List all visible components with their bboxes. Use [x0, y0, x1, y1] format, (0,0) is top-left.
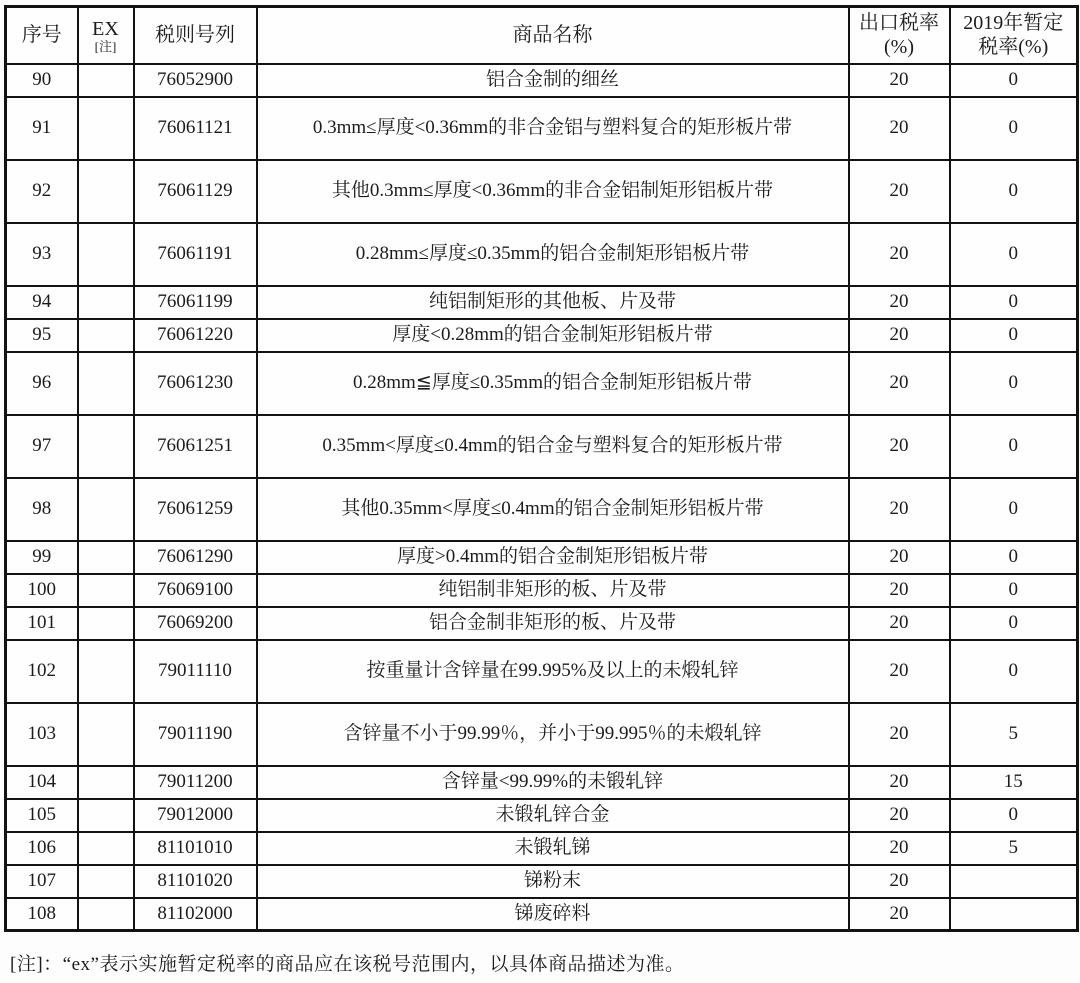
- row-name: 铝合金制非矩形的板、片及带: [257, 607, 849, 640]
- row-code: 79012000: [134, 799, 257, 832]
- row-serial: 97: [6, 415, 78, 478]
- table-row: [6, 574, 1078, 607]
- row-name: 铝合金制的细丝: [257, 64, 849, 97]
- row-export-rate: 20: [849, 415, 950, 478]
- row-serial: 105: [6, 799, 78, 832]
- header-serial: 序号: [6, 7, 78, 64]
- footnote: [注]：“ex”表示实施暂定税率的商品应在该税号范围内，以具体商品描述为准。: [10, 954, 685, 975]
- table-row: [6, 160, 1078, 223]
- table-row: [6, 865, 1078, 898]
- table-row: [6, 703, 1078, 766]
- row-ex: [78, 607, 134, 640]
- row-export-rate: 20: [849, 574, 950, 607]
- row-name: 0.28mm≦厚度≤0.35mm的铝合金制矩形铝板片带: [257, 352, 849, 415]
- row-name: 含锌量不小于99.99％，并小于99.995％的未煅轧锌: [257, 703, 849, 766]
- row-serial: 91: [6, 97, 78, 160]
- row-ex: [78, 541, 134, 574]
- header-export-rate: [849, 7, 950, 64]
- row-ex: [78, 799, 134, 832]
- row-name: 0.35mm<厚度≤0.4mm的铝合金与塑料复合的矩形板片带: [257, 415, 849, 478]
- row-provisional-rate: 0: [950, 352, 1078, 415]
- row-provisional-rate: 0: [950, 286, 1078, 319]
- row-ex: [78, 640, 134, 703]
- row-serial: 90: [6, 64, 78, 97]
- header-provisional-rate: [950, 7, 1078, 64]
- table-row: [6, 898, 1078, 931]
- row-code: 76069200: [134, 607, 257, 640]
- row-ex: [78, 898, 134, 931]
- tariff-table-head: [6, 7, 1078, 64]
- row-name: 未锻轧锑: [257, 832, 849, 865]
- row-serial: 99: [6, 541, 78, 574]
- row-provisional-rate: [950, 898, 1078, 931]
- row-export-rate: 20: [849, 286, 950, 319]
- row-ex: [78, 415, 134, 478]
- row-code: 76061259: [134, 478, 257, 541]
- row-provisional-rate: 0: [950, 160, 1078, 223]
- table-row: [6, 607, 1078, 640]
- row-export-rate: 20: [849, 640, 950, 703]
- table-row: [6, 415, 1078, 478]
- row-ex: [78, 574, 134, 607]
- row-ex: [78, 97, 134, 160]
- table-row: [6, 640, 1078, 703]
- row-export-rate: 20: [849, 766, 950, 799]
- row-serial: 96: [6, 352, 78, 415]
- row-ex: [78, 223, 134, 286]
- table-row: [6, 799, 1078, 832]
- row-export-rate: 20: [849, 478, 950, 541]
- row-name: 锑粉末: [257, 865, 849, 898]
- row-provisional-rate: 0: [950, 64, 1078, 97]
- row-code: 76061129: [134, 160, 257, 223]
- table-row: [6, 97, 1078, 160]
- row-export-rate: 20: [849, 799, 950, 832]
- header-ex-label: EX: [92, 18, 119, 41]
- row-name: 按重量计含锌量在99.995%及以上的未煅轧锌: [257, 640, 849, 703]
- row-name: 其他0.3mm≤厚度<0.36mm的非合金铝制矩形铝板片带: [257, 160, 849, 223]
- row-ex: [78, 64, 134, 97]
- row-provisional-rate: 0: [950, 478, 1078, 541]
- row-ex: [78, 160, 134, 223]
- row-export-rate: 20: [849, 352, 950, 415]
- row-ex: [78, 286, 134, 319]
- row-export-rate: 20: [849, 223, 950, 286]
- row-provisional-rate: 0: [950, 319, 1078, 352]
- row-serial: 94: [6, 286, 78, 319]
- row-name: 纯铝制矩形的其他板、片及带: [257, 286, 849, 319]
- row-provisional-rate: 0: [950, 640, 1078, 703]
- table-row: [6, 478, 1078, 541]
- table-row: [6, 832, 1078, 865]
- table-row: [6, 223, 1078, 286]
- table-row: [6, 352, 1078, 415]
- header-row: [6, 7, 1078, 64]
- row-code: 81102000: [134, 898, 257, 931]
- row-export-rate: 20: [849, 703, 950, 766]
- row-name: 0.28mm≤厚度≤0.35mm的铝合金制矩形铝板片带: [257, 223, 849, 286]
- row-name: 含锌量<99.99%的未锻轧锌: [257, 766, 849, 799]
- row-code: 76061220: [134, 319, 257, 352]
- header-provisional-rate-line2: 税率(%): [978, 36, 1049, 59]
- row-code: 76061230: [134, 352, 257, 415]
- row-export-rate: 20: [849, 160, 950, 223]
- row-code: 81101010: [134, 832, 257, 865]
- row-export-rate: 20: [849, 319, 950, 352]
- tariff-table: [4, 5, 1079, 932]
- row-provisional-rate: 5: [950, 832, 1078, 865]
- header-export-rate-line1: 出口税率: [859, 12, 939, 35]
- row-name: 厚度<0.28mm的铝合金制矩形铝板片带: [257, 319, 849, 352]
- row-export-rate: 20: [849, 898, 950, 931]
- row-name: 纯铝制非矩形的板、片及带: [257, 574, 849, 607]
- row-provisional-rate: 0: [950, 97, 1078, 160]
- row-ex: [78, 319, 134, 352]
- header-export-rate-line2: (%): [884, 36, 914, 59]
- row-ex: [78, 865, 134, 898]
- row-serial: 108: [6, 898, 78, 931]
- row-name: 未锻轧锌合金: [257, 799, 849, 832]
- row-code: 76052900: [134, 64, 257, 97]
- row-export-rate: 20: [849, 541, 950, 574]
- row-provisional-rate: 15: [950, 766, 1078, 799]
- table-row: [6, 64, 1078, 97]
- row-ex: [78, 832, 134, 865]
- row-serial: 92: [6, 160, 78, 223]
- row-serial: 98: [6, 478, 78, 541]
- row-provisional-rate: [950, 865, 1078, 898]
- table-row: [6, 541, 1078, 574]
- row-code: 76061121: [134, 97, 257, 160]
- row-provisional-rate: 0: [950, 607, 1078, 640]
- row-serial: 95: [6, 319, 78, 352]
- row-name: 其他0.35mm<厚度≤0.4mm的铝合金制矩形铝板片带: [257, 478, 849, 541]
- row-provisional-rate: 0: [950, 799, 1078, 832]
- table-row: [6, 319, 1078, 352]
- row-serial: 104: [6, 766, 78, 799]
- row-serial: 101: [6, 607, 78, 640]
- row-serial: 107: [6, 865, 78, 898]
- header-ex-note: [注]: [94, 39, 117, 55]
- row-name: 0.3mm≤厚度<0.36mm的非合金铝与塑料复合的矩形板片带: [257, 97, 849, 160]
- tariff-table-body: [6, 64, 1078, 931]
- row-serial: 106: [6, 832, 78, 865]
- row-export-rate: 20: [849, 607, 950, 640]
- header-provisional-rate-line1: 2019年暂定: [963, 12, 1064, 35]
- row-export-rate: 20: [849, 64, 950, 97]
- row-provisional-rate: 0: [950, 574, 1078, 607]
- row-export-rate: 20: [849, 865, 950, 898]
- row-code: 76061199: [134, 286, 257, 319]
- row-code: 79011110: [134, 640, 257, 703]
- row-code: 79011200: [134, 766, 257, 799]
- row-code: 81101020: [134, 865, 257, 898]
- header-ex: [78, 7, 134, 64]
- table-row: [6, 286, 1078, 319]
- row-serial: 102: [6, 640, 78, 703]
- row-export-rate: 20: [849, 832, 950, 865]
- header-name: 商品名称: [257, 7, 849, 64]
- row-name: 锑废碎料: [257, 898, 849, 931]
- row-code: 79011190: [134, 703, 257, 766]
- row-export-rate: 20: [849, 97, 950, 160]
- row-provisional-rate: 5: [950, 703, 1078, 766]
- row-code: 76061290: [134, 541, 257, 574]
- row-name: 厚度>0.4mm的铝合金制矩形铝板片带: [257, 541, 849, 574]
- row-ex: [78, 703, 134, 766]
- row-serial: 103: [6, 703, 78, 766]
- row-provisional-rate: 0: [950, 223, 1078, 286]
- table-row: [6, 766, 1078, 799]
- row-code: 76061251: [134, 415, 257, 478]
- row-provisional-rate: 0: [950, 415, 1078, 478]
- row-serial: 100: [6, 574, 78, 607]
- row-code: 76061191: [134, 223, 257, 286]
- row-ex: [78, 352, 134, 415]
- row-ex: [78, 478, 134, 541]
- header-code: 税则号列: [134, 7, 257, 64]
- row-code: 76069100: [134, 574, 257, 607]
- row-serial: 93: [6, 223, 78, 286]
- row-provisional-rate: 0: [950, 541, 1078, 574]
- row-ex: [78, 766, 134, 799]
